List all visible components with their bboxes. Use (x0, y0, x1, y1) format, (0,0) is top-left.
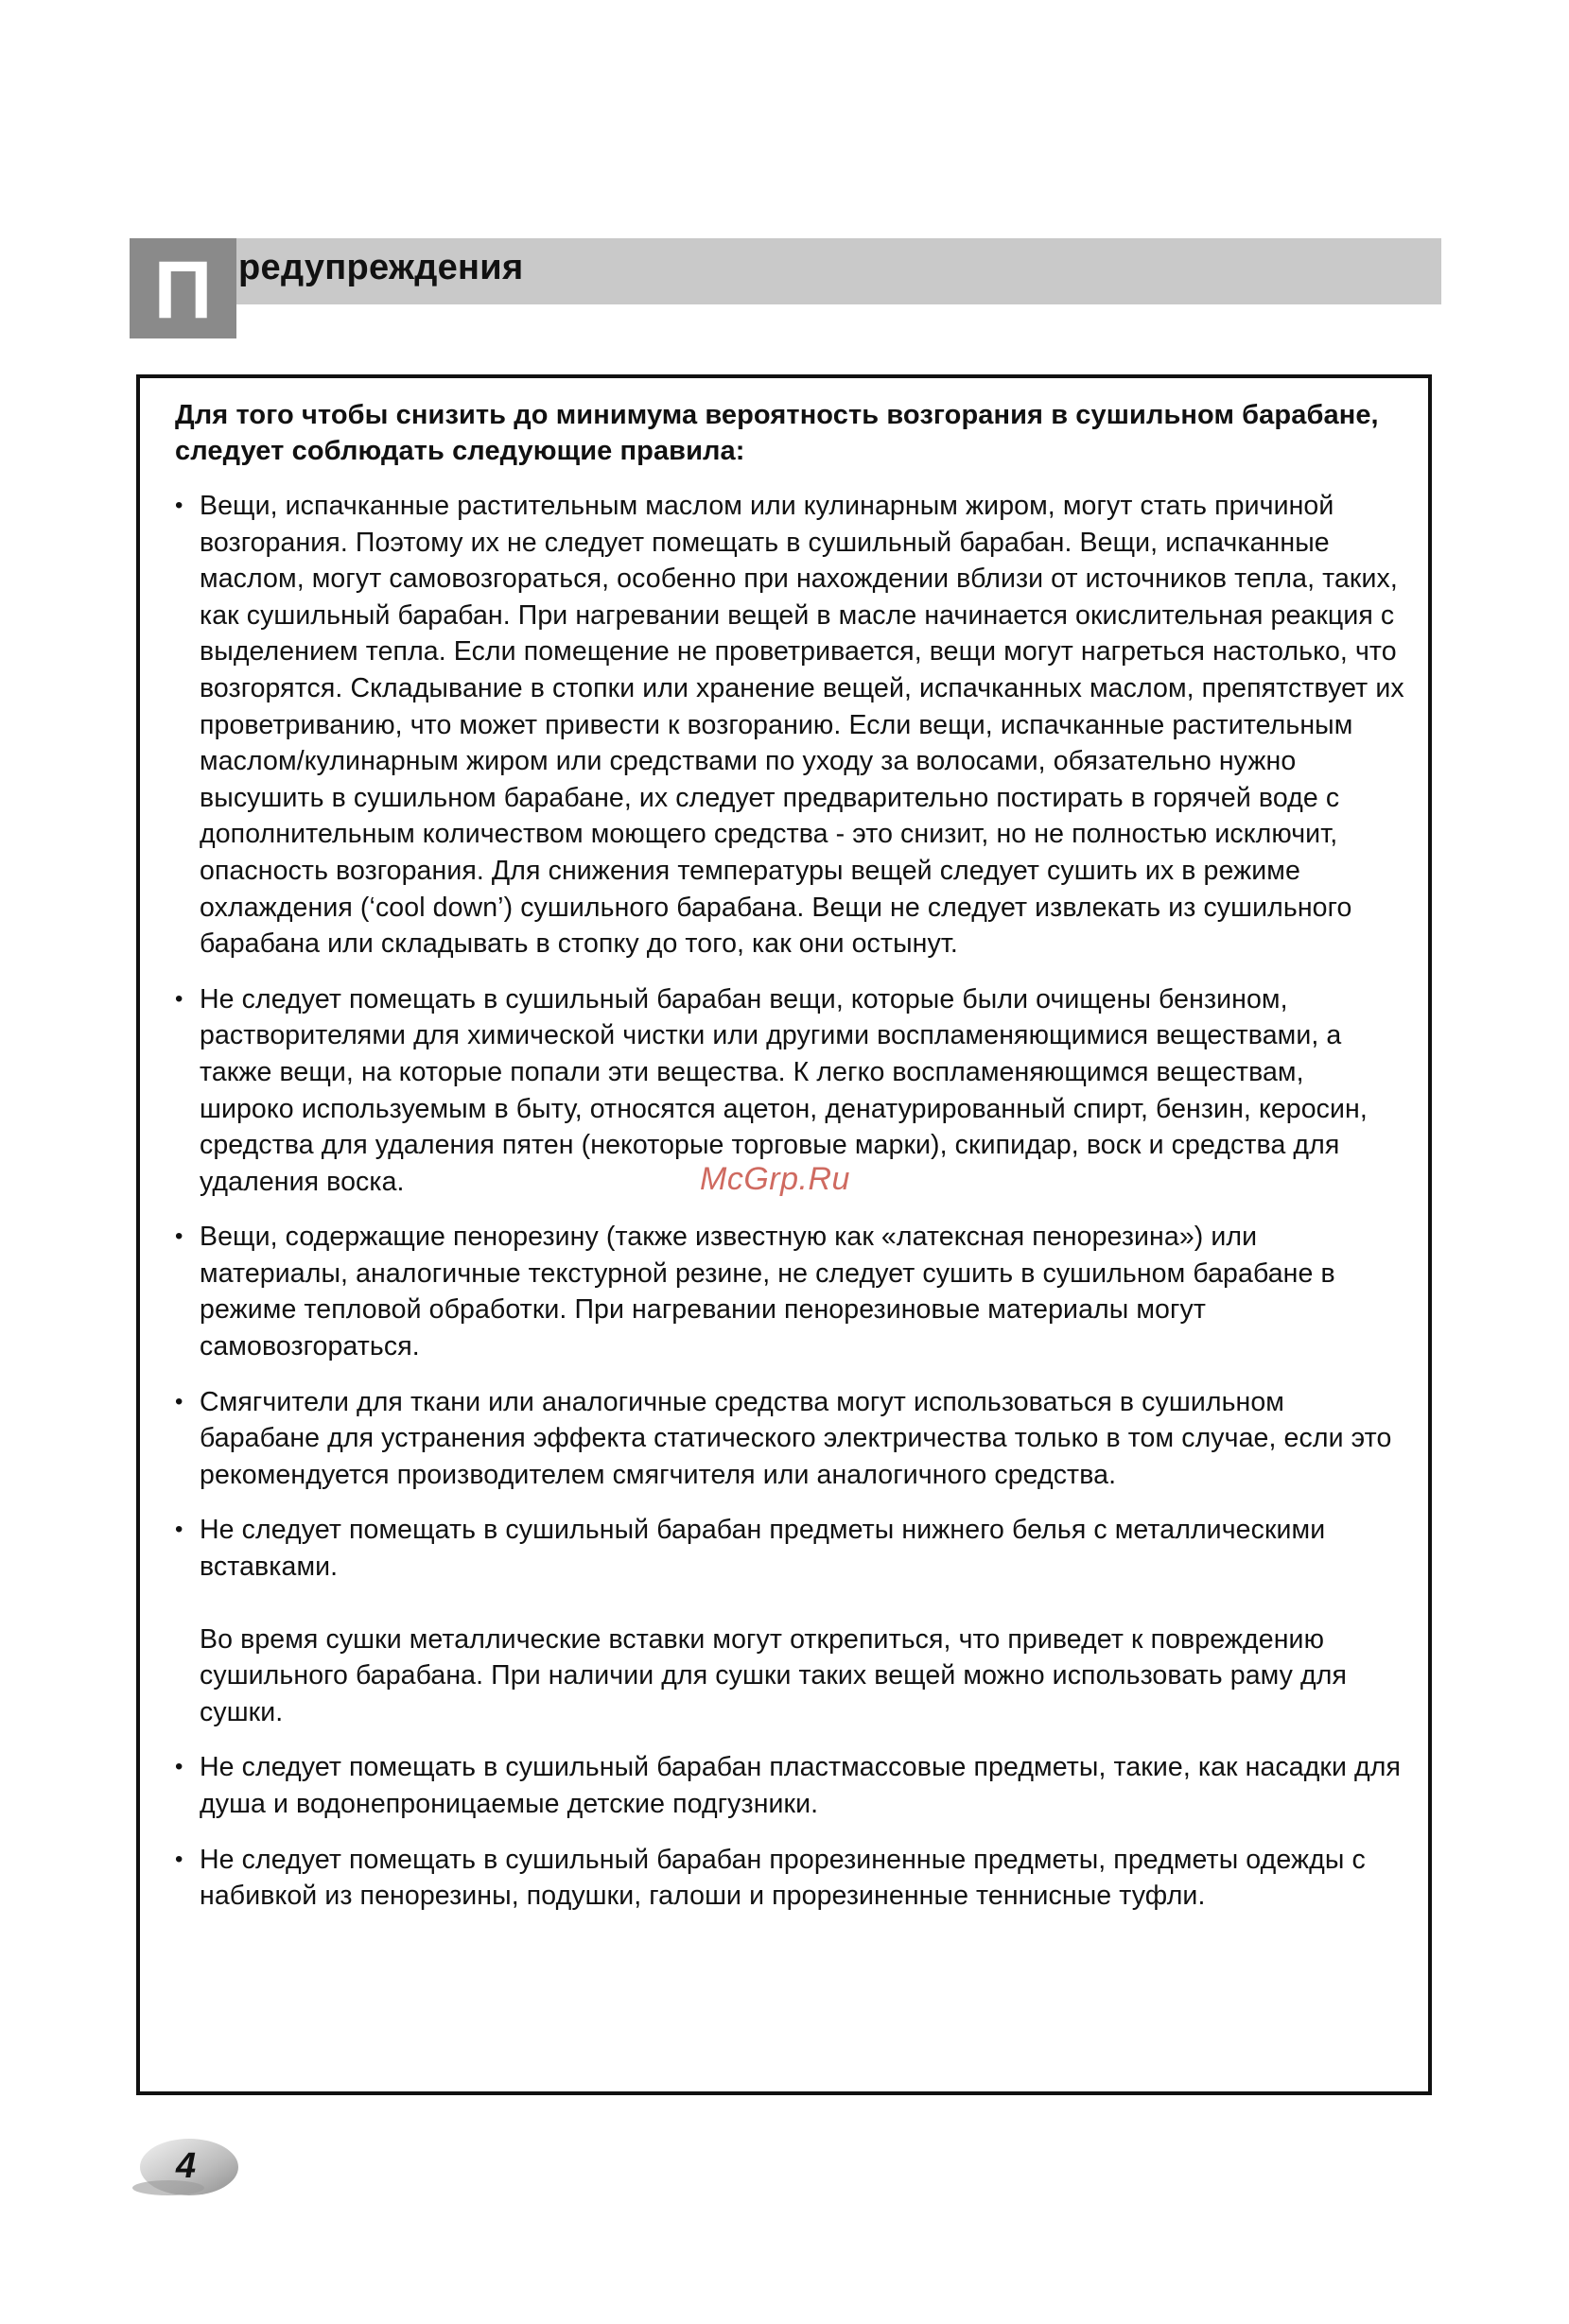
list-item-text: Вещи, испачканные растительным маслом или кулинарным жиром, могут стать причиной возгорания. Поэтому их не следует помещать в сушильный барабан. Вещи, испачканные маслом, могут самовозгораться, особенно при нахождении вблизи от источников тепла, таких, как сушильный барабан. При нагревании вещей в масле начинается окислительная реакция с выделением тепла. Если помещение не проветривается, вещи могут нагреться настолько, что возгорятся. Складывание в стопки или хранение вещей, испачканных маслом, препятствует их проветриванию, что может привести к возгоранию. Если вещи, испачканные растительным маслом/кулинарным жиром или средствами по уходу за волосами, обязательно нужно высушить в сушильном барабане, их следует предварительно постирать в горячей воде с дополнительным количеством моющего средства - это снизит, но не полностью исключит, опасность возгорания. Для снижения температуры вещей следует сушить их в режиме охлаждения (‘cool down’) сушильного барабана. Вещи не следует извлекать из сушильного барабана или складывать в стопку до того, как они остынут. (200, 491, 1404, 960)
section-title: редупреждения (238, 248, 524, 287)
page-number-badge (131, 2139, 242, 2199)
bullet-icon: • (175, 985, 183, 1012)
page-number: 4 (176, 2146, 197, 2186)
list-item (175, 1512, 1404, 1730)
list-item-text: Не следует помещать в сушильный барабан вещи, которые были очищены бензином, растворителями для химической чистки или другими воспламеняющимися веществами, а также вещи, на которые попали эти вещества. К легко воспламеняющимся веществам, широко используемым в быту, относятся ацетон, денатурированный спирт, бензин, керосин, средства для удаления пятен (некоторые торговые марки), скипидар, воск и средства для удаления воска. (200, 983, 1368, 1197)
bullet-icon: • (175, 1846, 183, 1872)
warning-list (175, 488, 1404, 1915)
bullet-icon: • (175, 1388, 183, 1414)
bullet-icon: • (175, 493, 183, 518)
list-item-text: Не следует помещать в сушильный барабан предметы нижнего белья с металлическими вставками. (200, 1515, 1326, 1583)
list-item (175, 1219, 1404, 1364)
bullet-icon: • (175, 1754, 183, 1780)
list-item (175, 1384, 1404, 1494)
bullet-icon: • (175, 1223, 183, 1250)
list-item-text: Смягчители для ткани или аналогичные средства могут использоваться в сушильном барабане для устранения эффекта статического электричества только в том случае, если это рекомендуется производителем смягчителя или аналогичного средства. (200, 1386, 1392, 1490)
section-header-initial: П (153, 245, 213, 336)
watermark: McGrp.Ru (700, 1161, 850, 1197)
list-item-followup-text: Во время сушки металлические вставки могут открепиться, что приведет к повреждению сушильного барабана. При наличии для сушки таких вещей можно использовать раму для сушки. (200, 1623, 1348, 1727)
list-item-text: Не следует помещать в сушильный барабан пластмассовые предметы, такие, как насадки для душа и водонепроницаемые детские подгузники. (200, 1752, 1402, 1819)
section-header-initial-box (130, 238, 236, 338)
list-item-text: Не следует помещать в сушильный барабан прорезиненные предметы, предметы одежды с набивкой из пенорезины, подушки, галоши и прорезиненные теннисные туфли. (200, 1844, 1366, 1912)
list-item (175, 488, 1404, 963)
list-item-text: Вещи, содержащие пенорезину (также известную как «латексная пенорезина») или материалы, аналогичные текстурной резине, не следует сушить в сушильном барабане в режиме тепловой обработки. При нагревании пенорезиновые материалы могут самовозгораться. (200, 1222, 1335, 1362)
intro-paragraph: Для того чтобы снизить до минимума вероятность возгорания в сушильном барабане, следует соблюдать следующие правила: (175, 400, 1379, 466)
list-item (175, 1749, 1404, 1822)
bullet-icon: • (175, 1517, 183, 1543)
list-item (175, 1842, 1404, 1915)
